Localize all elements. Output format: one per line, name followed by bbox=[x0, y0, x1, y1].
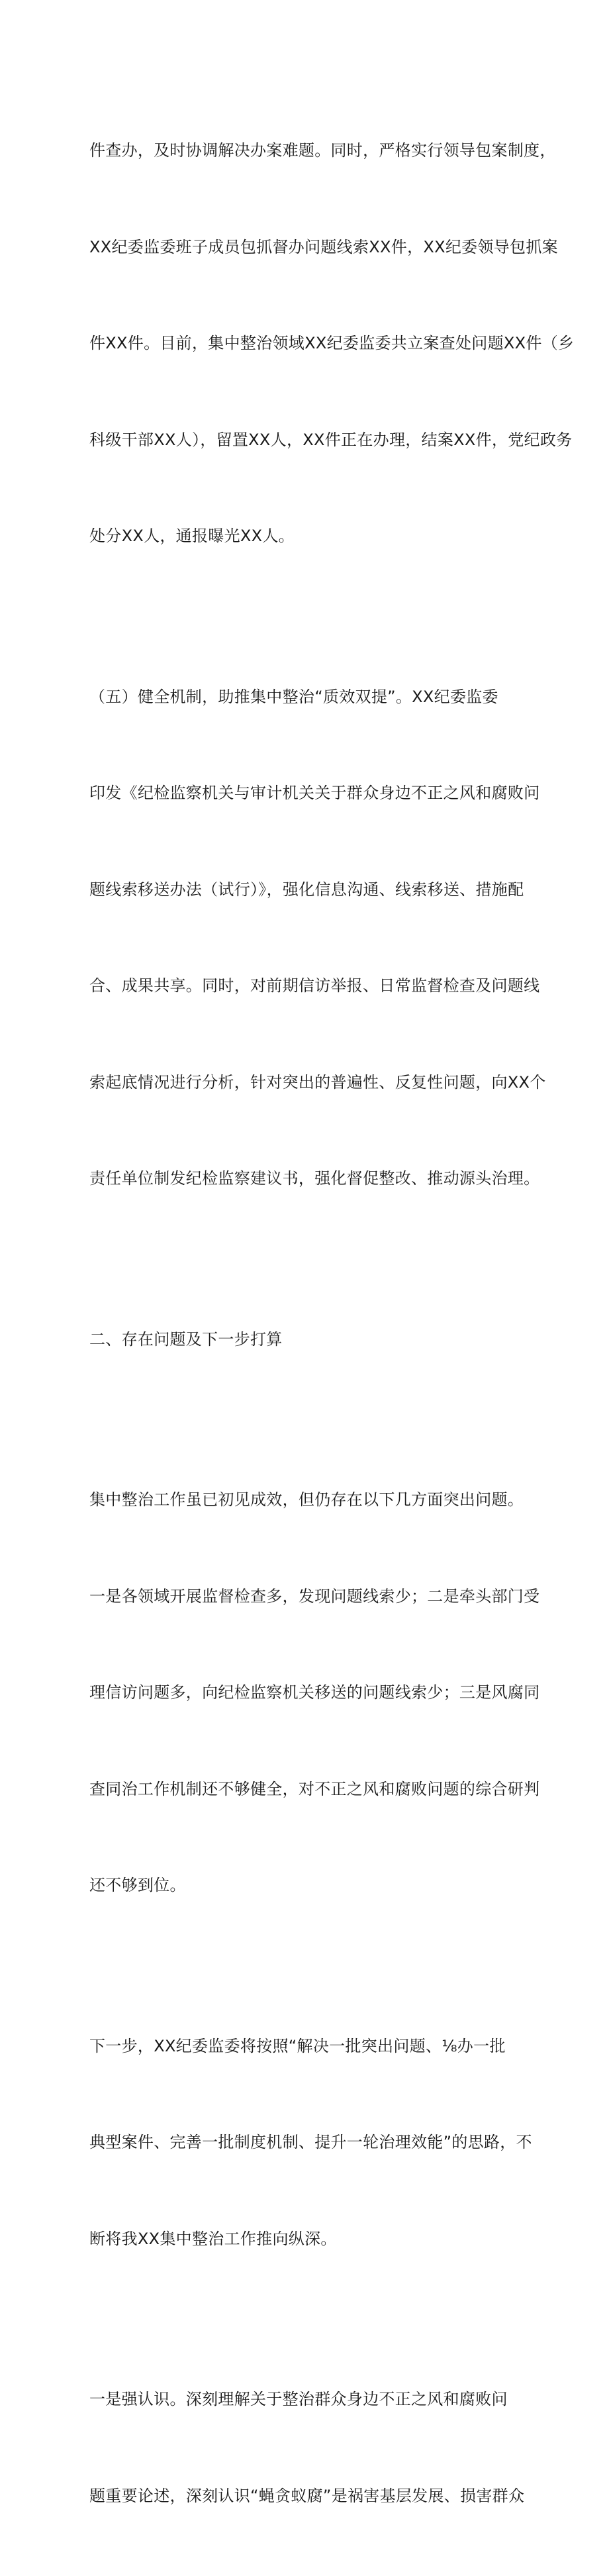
text-line: 科级干部XX人），留置XX人，XX件正在办理，结案XX件，党纪政务 bbox=[89, 430, 573, 449]
paragraph-awareness bbox=[89, 2319, 526, 2576]
paragraph-mechanism bbox=[89, 617, 546, 1259]
text-line: 断将我XX集中整治工作推向纵深。 bbox=[89, 2229, 337, 2248]
text-line: （五）健全机制，助推集中整治“质效双提”。XX纪委监委 bbox=[89, 687, 498, 706]
text-line: 集中整治工作虽已初见成效，但仍存在以下几方面突出问题。 bbox=[89, 1490, 524, 1509]
text-line: 印发《纪检监察机关与审计机关关于群众身边不正之风和腐败问 bbox=[89, 784, 540, 802]
text-line: 一是各领域开展监督检查多，发现问题线索少；二是牵头部门受 bbox=[89, 1586, 540, 1606]
paragraph-case-handling bbox=[89, 70, 575, 617]
text-line: 责任单位制发纪检监察建议书，强化督促整改、推动源头治理。 bbox=[89, 1169, 540, 1188]
text-line: 下一步，XX纪委监委将按照“解决一批突出问题、⅛办一批 bbox=[89, 2036, 506, 2055]
text-line: 件查办，及时协调解决办案难题。同时，严格实行领导包案制度， bbox=[89, 141, 556, 160]
text-line: 查同治工作机制还不够健全，对不正之风和腐败问题的综合研判 bbox=[89, 1779, 540, 1798]
text-line: 处分XX人，通报曝光XX人。 bbox=[89, 527, 295, 545]
text-line: 题线索移送办法（试行）》，强化信息沟通、线索移送、措施配 bbox=[89, 880, 524, 899]
text-line: 理信访问题多，向纪检监察机关移送的问题线索少；三是风腐同 bbox=[89, 1683, 540, 1702]
section-heading bbox=[89, 1259, 526, 1420]
text-line: 还不够到位。 bbox=[89, 1876, 186, 1894]
paragraph-problems bbox=[89, 1419, 540, 1966]
text-line: 一是强认识。深刻理解关于整治群众身边不正之风和腐败问 bbox=[89, 2390, 508, 2408]
text-line: 题重要论述，深刻认识“蝇贪蚁腐”是祸害基层发展、损害群众 bbox=[89, 2486, 525, 2505]
text-line: 索起底情况进行分析，针对突出的普遍性、反复性问题，向XX个 bbox=[89, 1072, 546, 1092]
text-line: 件XX件。目前，集中整治领域XX纪委监委共立案查处问题XX件（乡 bbox=[89, 334, 575, 352]
text-line: 合、成果共享。同时，对前期信访举报、日常监督检查及问题线 bbox=[89, 976, 540, 995]
paragraph-next-steps bbox=[89, 1966, 532, 2320]
text-line: XX纪委监委班子成员包抓督办问题线索XX件，XX纪委领导包抓案 bbox=[89, 237, 558, 256]
text-line: 典型案件、完善一批制度机制、提升一轮治理效能”的思路，不 bbox=[89, 2133, 532, 2151]
document-body bbox=[89, 70, 575, 2576]
heading-line: 二、存在问题及下一步打算 bbox=[89, 1329, 283, 1349]
